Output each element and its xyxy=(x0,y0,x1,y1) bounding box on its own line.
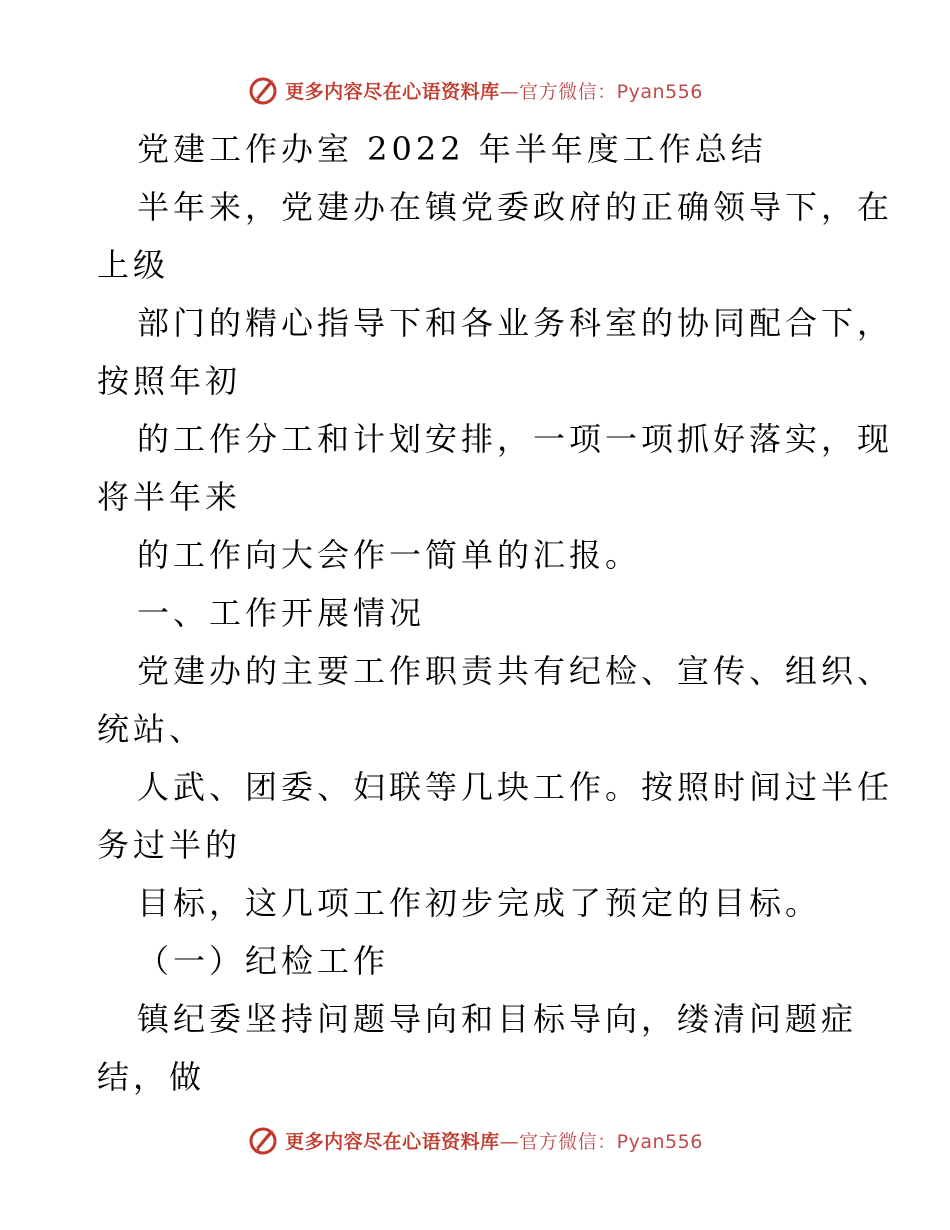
body-line: 结，做 xyxy=(97,1058,206,1096)
body-line: 将半年来 xyxy=(97,478,242,516)
footer-watermark xyxy=(0,1120,950,1160)
watermark-wechat: 官方微信：Pyan556 xyxy=(519,1130,703,1153)
body-line: 党建办的主要工作职责共有纪检、宣传、组织、 xyxy=(137,652,894,690)
body-line: 的工作分工和计划安排，一项一项抓好落实，现 xyxy=(137,420,894,458)
body-line: 的工作向大会作一简单的汇报。 xyxy=(137,536,642,574)
body-line: 半年来，党建办在镇党委政府的正确领导下，在 xyxy=(137,188,894,226)
body-line: 按照年初 xyxy=(97,362,242,400)
body-line: 统站、 xyxy=(97,710,206,748)
watermark-brand: 更多内容尽在心语资料库 xyxy=(285,80,500,103)
watermark-text xyxy=(285,1127,703,1154)
body-line: 目标，这几项工作初步完成了预定的目标。 xyxy=(137,884,822,922)
watermark-brand: 更多内容尽在心语资料库 xyxy=(285,1130,500,1153)
section-heading: 一、工作开展情况 xyxy=(137,594,426,632)
header-watermark xyxy=(0,70,950,110)
body-line: 人武、团委、妇联等几块工作。按照时间过半任 xyxy=(137,768,894,806)
document-body xyxy=(97,120,894,1106)
document-title: 党建工作办室 2022 年半年度工作总结 xyxy=(137,130,767,168)
watermark-separator: — xyxy=(499,1130,520,1153)
subsection-heading: （一）纪检工作 xyxy=(137,942,390,980)
watermark-text xyxy=(285,77,703,104)
body-line: 镇纪委坚持问题导向和目标导向，缕清问题症 xyxy=(137,1000,858,1038)
body-line: 部门的精心指导下和各业务科室的协同配合下， xyxy=(137,304,894,342)
watermark-wechat: 官方微信：Pyan556 xyxy=(519,80,703,103)
quill-pen-icon xyxy=(247,74,279,106)
quill-pen-icon xyxy=(247,1124,279,1156)
body-line: 务过半的 xyxy=(97,826,242,864)
body-line: 上级 xyxy=(97,246,170,284)
watermark-separator: — xyxy=(499,80,520,103)
